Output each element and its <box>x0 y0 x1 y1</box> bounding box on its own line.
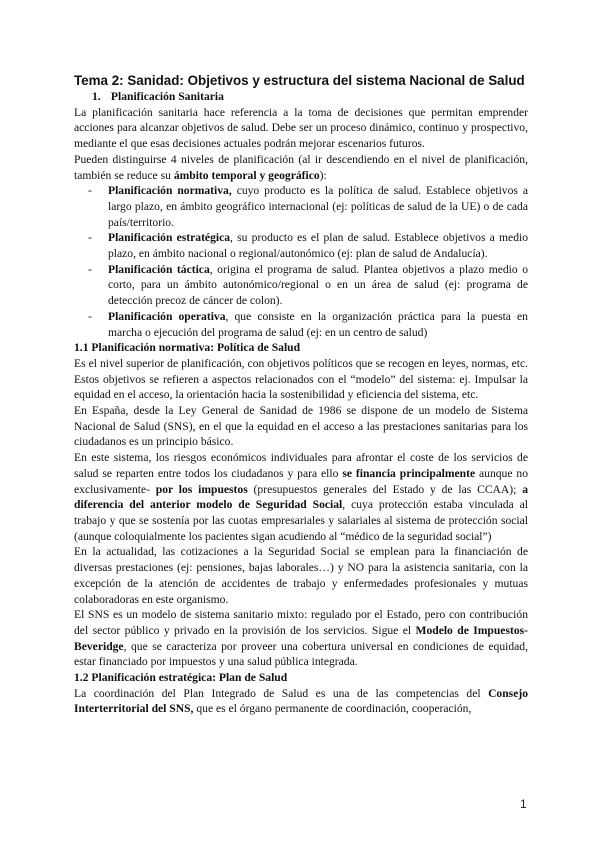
paragraph: En la actualidad, las cotizaciones a la Seguridad Social se emplean para la financiación de diversas prestaciones (ej: pensiones, bajas laborales…) y NO para la asistencia sanitaria, con la excepción de la atención de accidentes de trabajo y enfermedades profesionales y mutuas colaboradoras en este organismo. <box>74 545 528 606</box>
planning-levels-list <box>74 183 528 340</box>
section-heading <box>92 89 528 105</box>
paragraph: En este sistema, los riesgos económicos individuales para afrontar el coste de los servicios de salud se reparten entre todos los ciudadanos y para ello se financia principalmente aunque no exclusivamente- por los impuestos (presupuestos generales del Estado y de las CCAA); a diferencia del anterior modelo de Seguridad Social, cuya protección estaba vinculada al trabajo y que se sostenía por las cuotas empresariales y salariales al sistema de protección social (aunque coloquialmente los pacientes sigan acudiendo al “médico de la seguridad social”) <box>74 451 529 543</box>
subsection-heading: 1.1 Planificación normativa: Política de Salud <box>74 341 301 355</box>
page-number: 1 <box>520 797 527 811</box>
document-title: Tema 2: Sanidad: Objetivos y estructura del sistema Nacional de Salud <box>74 73 525 88</box>
paragraph: La planificación sanitaria hace referencia a la toma de decisiones que permitan emprender acciones para alcanzar objetivos de salud. Debe ser un proceso dinámico, continuo y prospectivo, mediante el que esas decisiones actuales podrán mejorar escenarios futuros. <box>74 105 528 151</box>
section-title: Planificación Sanitaria <box>110 90 224 103</box>
paragraph: Pueden distinguirse 4 niveles de planificación (al ir descendiendo en el nivel de planificación, también se reduce su ámbito temporal y geográfico): <box>74 152 528 182</box>
dash-bullet: - <box>88 184 92 198</box>
list-item: - Planificación táctica, origina el programa de salud. Plantea objetivos a plazo medio o corto, para un ámbito autonómico/regional o en un área de salud (ej: programa de detección precoz de cáncer de colon). <box>88 262 528 308</box>
list-item: - Planificación operativa, que consiste en la organización práctica para la puesta en marcha o ejecución del programa de salud (ej: en un centro de salud) <box>88 309 528 339</box>
section-number: 1. <box>92 90 101 103</box>
list-item: - Planificación estratégica, su producto es el plan de salud. Establece objetivos a medio plazo, en ámbito nacional o regional/autonómico (ej: plan de salud de Andalucía). <box>88 231 529 261</box>
paragraph: En España, desde la Ley General de Sanidad de 1986 se dispone de un modelo de Sistema Nacional de Salud (SNS), en el que la equidad en el acceso a las prestaciones sanitarias para los ciudadanos es un principio básico. <box>74 404 528 449</box>
dash-bullet: - <box>88 231 92 245</box>
paragraph: El SNS es un modelo de sistema sanitario mixto: regulado por el Estado, pero con contribución del sector público y privado en la provisión de los servicios. Sigue el Modelo de Impuestos-Beveridge, que se caracteriza por proveer una cobertura universal en condiciones de equidad, estar financiado por impuestos y una salud pública integrada. <box>74 608 528 669</box>
paragraph: Es el nivel superior de planificación, con objetivos políticos que se recogen en leyes, normas, etc. Estos objetivos se refieren a aspectos relacionados con el “modelo” del sistema: ej. Impulsar la equidad en el acceso, la orientación hacia la sostenibilidad y eficiencia del sistema, etc. <box>74 356 528 402</box>
subsection-heading: 1.2 Planificación estratégica: Plan de Salud <box>74 671 288 685</box>
dash-bullet: - <box>88 262 92 276</box>
dash-bullet: - <box>88 309 92 323</box>
document-page <box>74 72 528 717</box>
list-item: - Planificación normativa, cuyo producto es la política de salud. Establece objetivos a largo plazo, en ámbito geográfico internacional (ej: políticas de salud de la UE) o de cada país/territorio. <box>88 184 528 229</box>
paragraph: La coordinación del Plan Integrado de Salud es una de las competencias del Consejo Interterritorial del SNS, que es el órgano permanente de coordinación, cooperación, <box>74 686 528 716</box>
